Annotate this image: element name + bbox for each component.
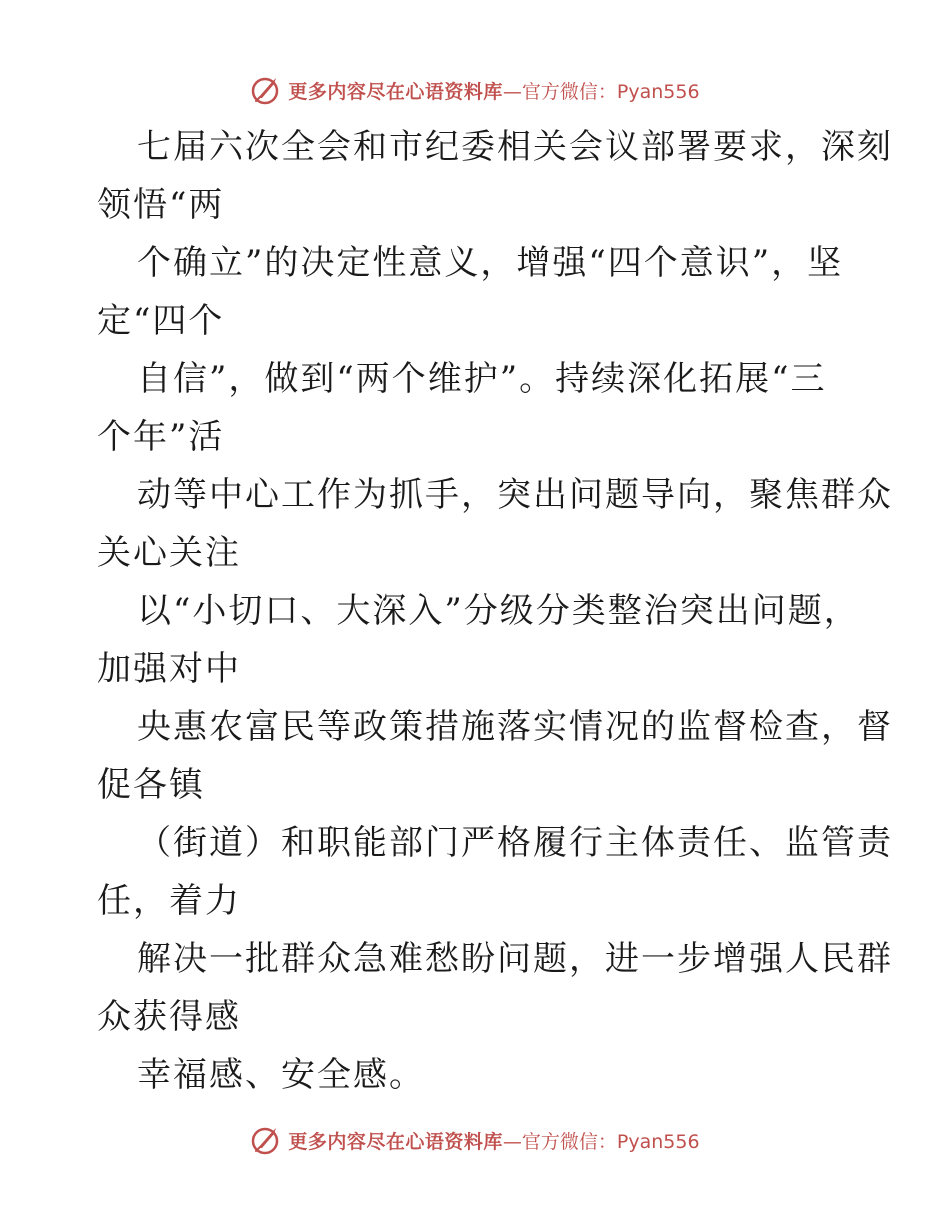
text-line: 加强对中 [97, 649, 241, 689]
text-line: 个确立”的决定性意义，增强“四个意识”，坚 [137, 243, 844, 283]
text-line: 幸福感、安全感。 [137, 1055, 425, 1095]
text-line: 七届六次全会和市纪委相关会议部署要求，深刻 [137, 127, 893, 167]
text-line: 促各镇 [97, 765, 205, 805]
text-line: 解决一批群众急难愁盼问题，进一步增强人民群 [137, 939, 893, 979]
text-line: 关心关注 [97, 533, 241, 573]
quill-logo-icon [250, 1124, 282, 1156]
text-line: 自信”，做到“两个维护”。持续深化拓展“三 [137, 359, 827, 399]
text-line: 定“四个 [97, 301, 225, 341]
text-line: 动等中心工作为抓手，突出问题导向，聚焦群众 [137, 475, 893, 515]
header-watermark-banner [0, 70, 950, 110]
banner-contact: —官方微信：Pyan556 [502, 1130, 700, 1153]
document-body [97, 118, 893, 1104]
text-line: 个年”活 [97, 417, 225, 457]
text-line: 以“小切口、大深入”分级分类整治突出问题， [137, 591, 860, 631]
text-line: （街道）和职能部门严格履行主体责任、监管责 [137, 823, 893, 863]
banner-contact: —官方微信：Pyan556 [502, 80, 700, 103]
text-line: 众获得感 [97, 997, 241, 1037]
text-line: 任，着力 [97, 881, 241, 921]
banner-title: 更多内容尽在心语资料库 [288, 80, 503, 103]
banner-title: 更多内容尽在心语资料库 [288, 1130, 503, 1153]
text-line: 领悟“两 [97, 185, 225, 225]
quill-logo-icon [250, 74, 282, 106]
footer-watermark-banner [0, 1120, 950, 1160]
text-line: 央惠农富民等政策措施落实情况的监督检查，督 [137, 707, 893, 747]
